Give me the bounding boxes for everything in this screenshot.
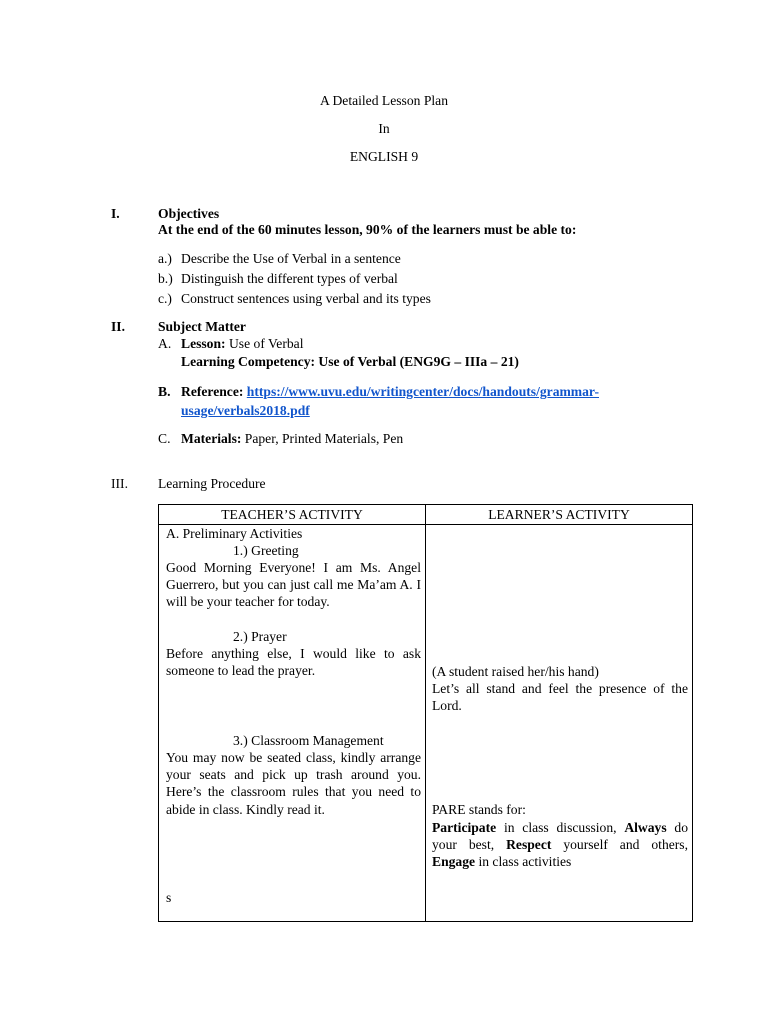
- learning-competency: Learning Competency: Use of Verbal (ENG9G – IIIa – 21): [181, 354, 519, 369]
- reference-link-continuation[interactable]: usage/verbals2018.pdf: [181, 403, 310, 418]
- objective-b-text: Distinguish the different types of verbal: [181, 271, 398, 286]
- section-1-title: Objectives: [158, 206, 220, 221]
- lesson-value: Use of Verbal: [225, 336, 304, 351]
- section-3-numeral: III.: [111, 476, 128, 491]
- pare-definition: [432, 819, 688, 871]
- stray-character: s: [166, 890, 172, 905]
- student-raised-hand: (A student raised her/his hand): [432, 664, 599, 679]
- materials-label: Materials:: [181, 431, 242, 446]
- reference-label: Reference:: [181, 384, 244, 399]
- objective-b-marker: b.): [158, 271, 173, 286]
- pare-participate-rest: in class discussion,: [496, 820, 625, 835]
- learner-activity-header: LEARNER’S ACTIVITY: [488, 507, 630, 522]
- reference-line: [181, 384, 599, 400]
- section-1-intro: At the end of the 60 minutes lesson, 90% of the learners must be able to:: [158, 222, 577, 237]
- section-1-numeral: I.: [111, 206, 120, 221]
- objective-a-marker: a.): [158, 251, 172, 266]
- subject-a-marker: A.: [158, 336, 172, 351]
- prayer-heading: 2.) Prayer: [233, 629, 287, 644]
- pare-intro: PARE stands for:: [432, 802, 526, 817]
- pare-participate: Participate: [432, 820, 497, 835]
- table-column-divider: [425, 505, 426, 921]
- section-2-numeral: II.: [111, 319, 125, 334]
- teacher-activity-header: TEACHER’S ACTIVITY: [221, 507, 363, 522]
- subject-c-marker: C.: [158, 431, 171, 446]
- section-3-title: Learning Procedure: [158, 476, 266, 491]
- title-line-3: ENGLISH 9: [349, 149, 419, 164]
- pare-always: Always: [624, 820, 667, 835]
- prayer-text: Before anything else, I would like to ask someone to lead the prayer.: [166, 646, 421, 679]
- lesson-line: [181, 336, 303, 352]
- pare-engage: Engage: [432, 854, 476, 870]
- classroom-management-text: You may now be seated class, kindly arrange your seats and pick up trash around you. Here’s the classroom rules that you need to abide in class. Kindly read it.: [166, 750, 421, 817]
- preliminary-activities-heading: A. Preliminary Activities: [166, 526, 303, 541]
- objective-c-text: Construct sentences using verbal and its types: [181, 291, 431, 306]
- subject-b-marker: B.: [158, 384, 171, 399]
- materials-value: Paper, Printed Materials, Pen: [241, 431, 404, 446]
- greeting-text: Good Morning Everyone! I am Ms. Angel Guerrero, but you can just call me Ma’am A. I will be your teacher for today.: [166, 560, 421, 610]
- title-line-1: A Detailed Lesson Plan: [320, 93, 448, 108]
- pare-always-rest: do your best,: [432, 820, 688, 853]
- classroom-management-heading: 3.) Classroom Management: [233, 733, 384, 748]
- objective-c-marker: c.): [158, 291, 172, 306]
- materials-line: [181, 431, 403, 447]
- title-line-2: In: [378, 121, 390, 136]
- lesson-label: Lesson:: [181, 336, 226, 351]
- prayer-response: Let’s all stand and feel the presence of the Lord.: [432, 681, 688, 714]
- activity-table: [158, 504, 693, 922]
- greeting-heading: 1.) Greeting: [233, 543, 299, 558]
- section-2-title: Subject Matter: [158, 319, 246, 334]
- objective-a-text: Describe the Use of Verbal in a sentence: [181, 251, 401, 266]
- pare-engage-rest: in class activities: [475, 854, 572, 870]
- reference-line-2: [181, 403, 310, 419]
- pare-respect: Respect: [506, 837, 552, 853]
- reference-link[interactable]: https://www.uvu.edu/writingcenter/docs/handouts/grammar-: [246, 384, 599, 399]
- pare-respect-rest: yourself and others,: [551, 837, 688, 853]
